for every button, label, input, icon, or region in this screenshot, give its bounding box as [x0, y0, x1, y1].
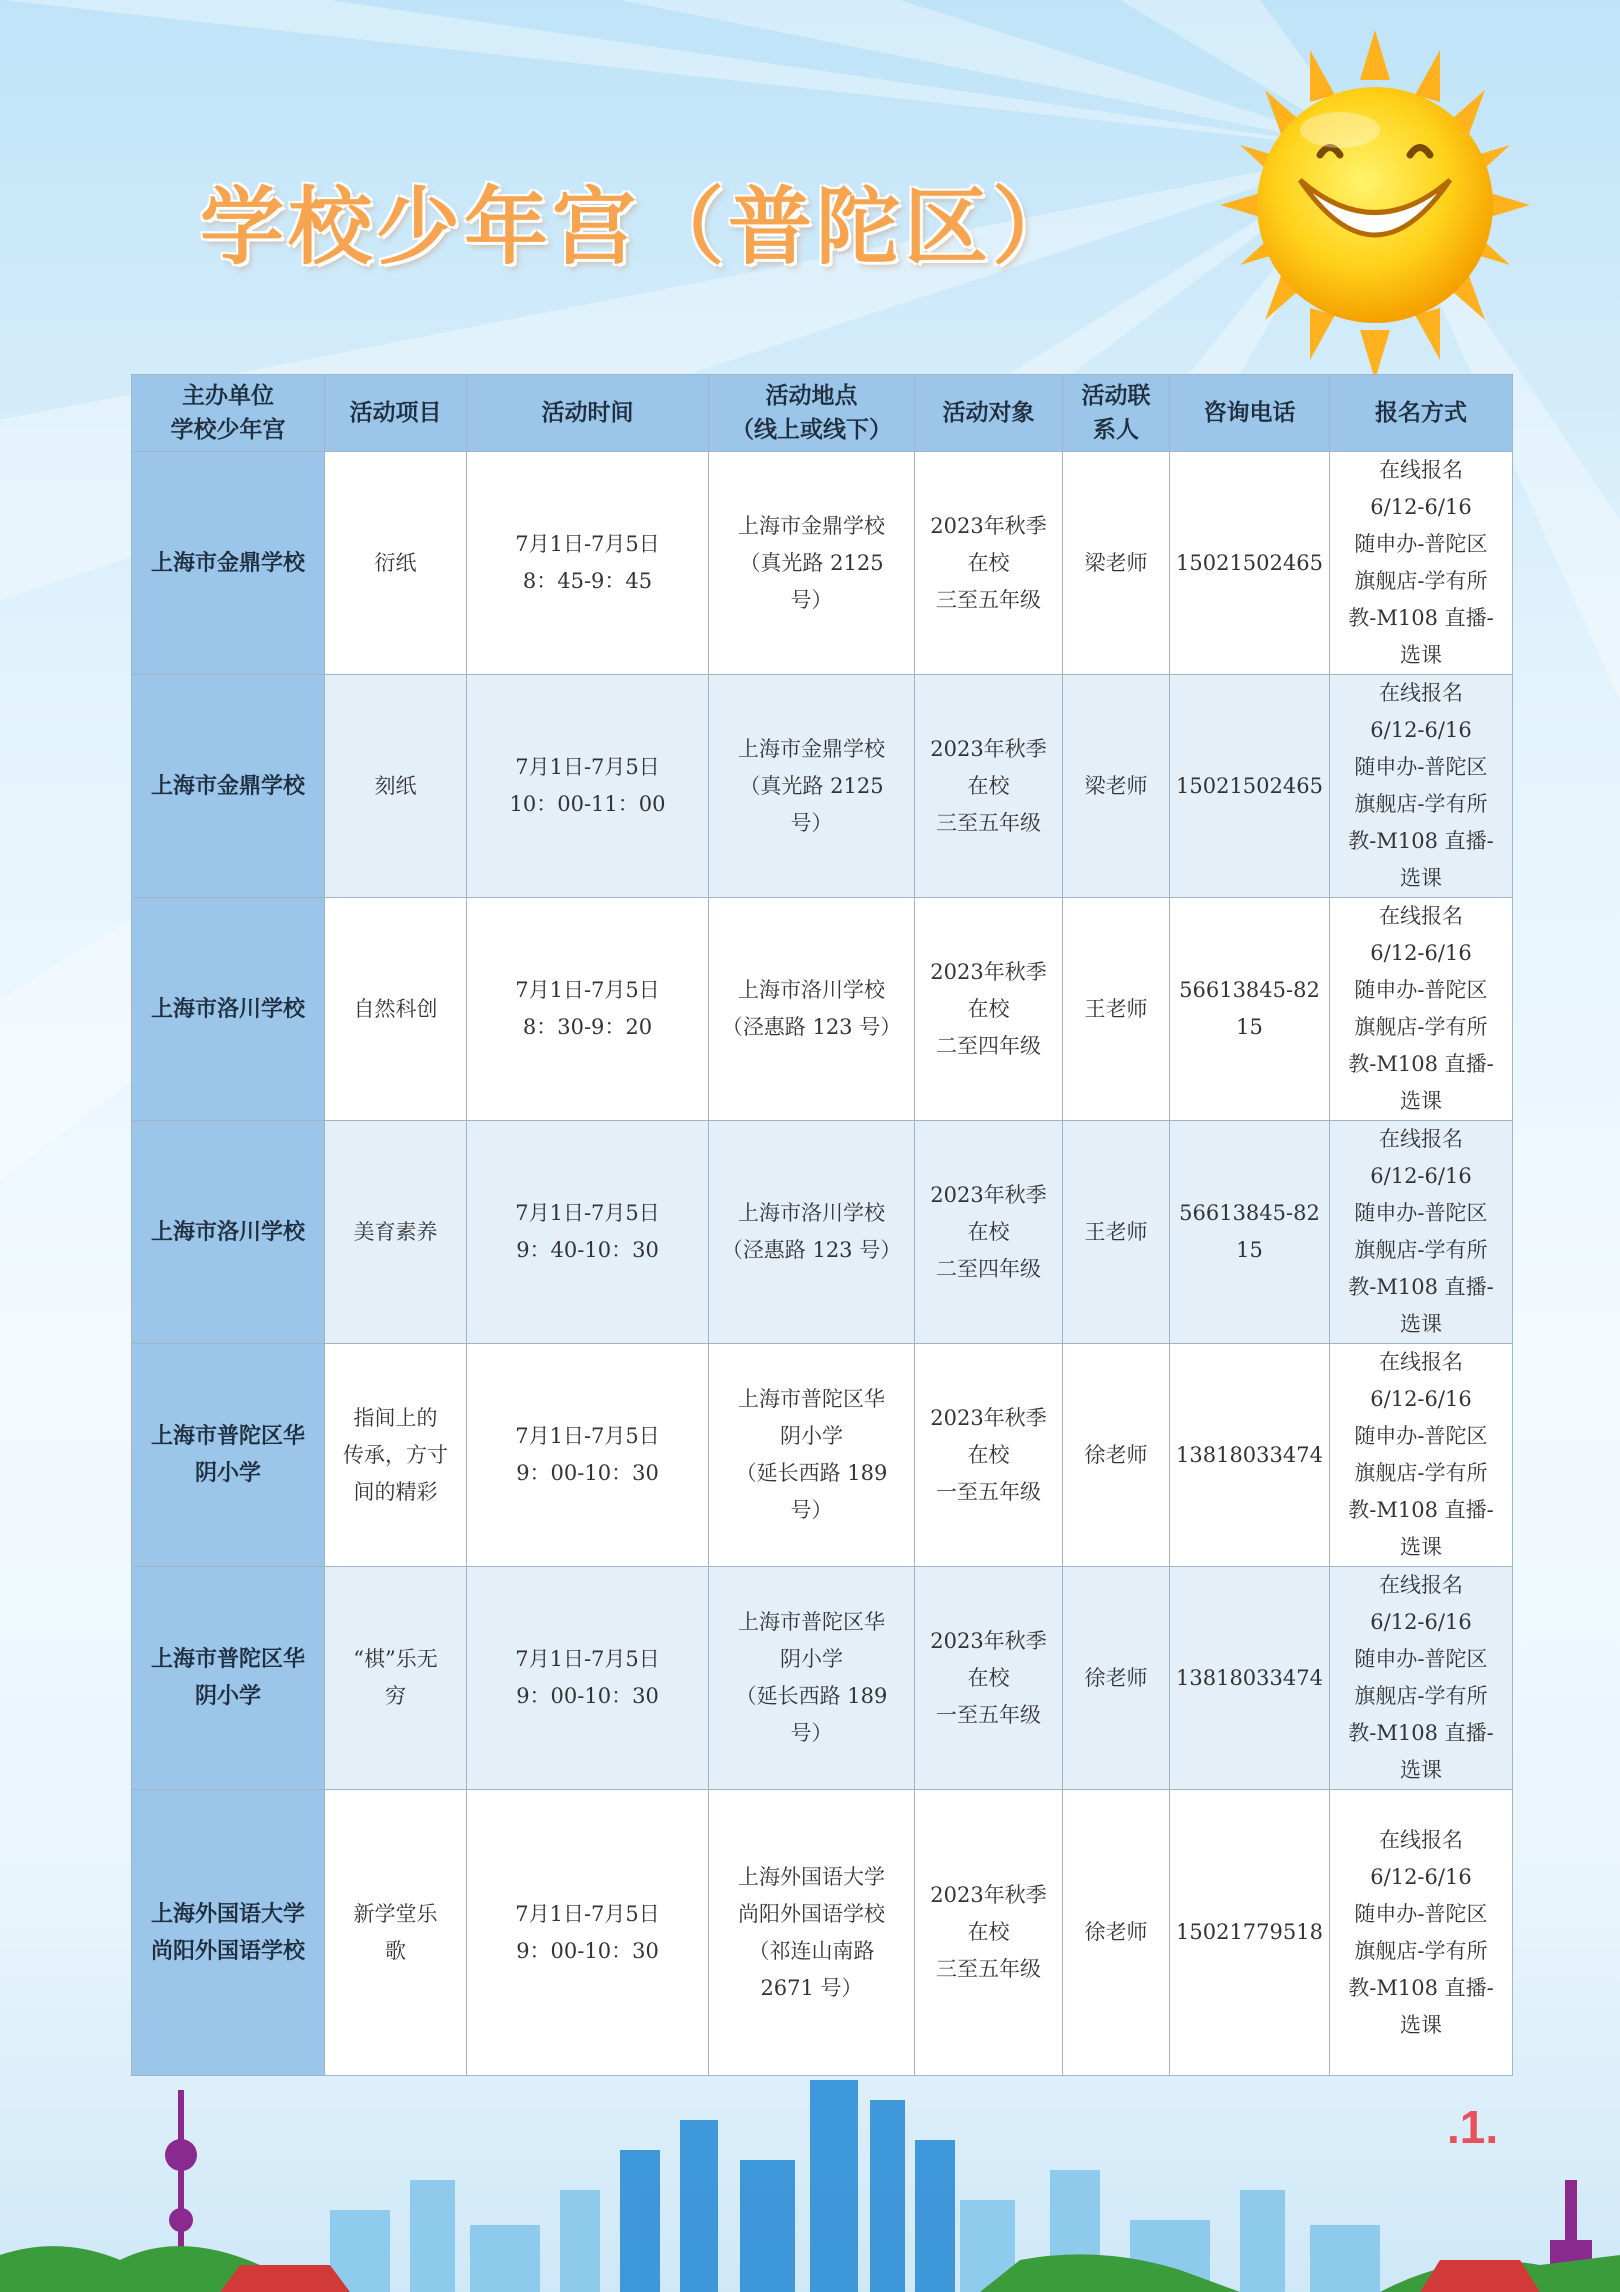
cell-project: 刻纸: [325, 675, 467, 898]
cell-time: 7月1日-7月5日 8：30-9：20: [467, 898, 709, 1121]
page-number: .1.: [1447, 2101, 1499, 2153]
table-header: [132, 375, 1513, 452]
table-row: [132, 1790, 1513, 2076]
cell-project: 指间上的 传承，方寸 间的精彩: [325, 1344, 467, 1567]
cell-contact: 徐老师: [1063, 1790, 1170, 2076]
cell-time: 7月1日-7月5日 9：40-10：30: [467, 1121, 709, 1344]
header-target: 活动对象: [915, 375, 1063, 452]
cell-signup: 在线报名 6/12-6/16 随申办-普陀区 旗舰店-学有所 教-M108 直播- 选课: [1329, 1567, 1512, 1790]
header-signup: 报名方式: [1329, 375, 1512, 452]
header-project: 活动项目: [325, 375, 467, 452]
header-time: 活动时间: [467, 375, 709, 452]
cell-place: 上海市金鼎学校 （真光路 2125 号）: [709, 452, 915, 675]
cell-target: 2023年秋季 在校 一至五年级: [915, 1567, 1063, 1790]
smiling-sun-icon: [1180, 30, 1570, 380]
activity-table: [131, 374, 1513, 2076]
cell-place: 上海市金鼎学校 （真光路 2125 号）: [709, 675, 915, 898]
table-row: [132, 452, 1513, 675]
cell-contact: 王老师: [1063, 898, 1170, 1121]
cell-project: “棋”乐无 穷: [325, 1567, 467, 1790]
cell-phone: 15021502465: [1170, 675, 1330, 898]
table-body: [132, 452, 1513, 2076]
cell-organizer: 上海市金鼎学校: [132, 675, 325, 898]
table-row: [132, 898, 1513, 1121]
cell-organizer: 上海外国语大学 尚阳外国语学校: [132, 1790, 325, 2076]
table-row: [132, 1121, 1513, 1344]
cell-organizer: 上海市普陀区华 阴小学: [132, 1344, 325, 1567]
cell-phone: 15021779518: [1170, 1790, 1330, 2076]
cell-time: 7月1日-7月5日 10：00-11：00: [467, 675, 709, 898]
cell-project: 自然科创: [325, 898, 467, 1121]
cell-target: 2023年秋季 在校 三至五年级: [915, 452, 1063, 675]
header-contact: 活动联 系人: [1063, 375, 1170, 452]
cell-contact: 徐老师: [1063, 1567, 1170, 1790]
header-row: [132, 375, 1513, 452]
header-organizer: 主办单位 学校少年宫: [132, 375, 325, 452]
cell-phone: 13818033474: [1170, 1344, 1330, 1567]
cell-contact: 梁老师: [1063, 452, 1170, 675]
cell-time: 7月1日-7月5日 9：00-10：30: [467, 1790, 709, 2076]
cell-time: 7月1日-7月5日 8：45-9：45: [467, 452, 709, 675]
cell-signup: 在线报名 6/12-6/16 随申办-普陀区 旗舰店-学有所 教-M108 直播- 选课: [1329, 898, 1512, 1121]
cell-project: 美育素养: [325, 1121, 467, 1344]
cell-place: 上海外国语大学 尚阳外国语学校 （祁连山南路 2671 号）: [709, 1790, 915, 2076]
cell-place: 上海市洛川学校 （泾惠路 123 号）: [709, 1121, 915, 1344]
cell-phone: 13818033474: [1170, 1567, 1330, 1790]
cell-target: 2023年秋季 在校 三至五年级: [915, 1790, 1063, 2076]
table-row: [132, 1567, 1513, 1790]
cell-signup: 在线报名 6/12-6/16 随申办-普陀区 旗舰店-学有所 教-M108 直播- 选课: [1329, 675, 1512, 898]
cell-organizer: 上海市洛川学校: [132, 898, 325, 1121]
cell-contact: 梁老师: [1063, 675, 1170, 898]
cell-signup: 在线报名 6/12-6/16 随申办-普陀区 旗舰店-学有所 教-M108 直播- 选课: [1329, 1121, 1512, 1344]
cell-target: 2023年秋季 在校 二至四年级: [915, 898, 1063, 1121]
table-row: [132, 675, 1513, 898]
cell-project: 新学堂乐 歌: [325, 1790, 467, 2076]
cell-signup: 在线报名 6/12-6/16 随申办-普陀区 旗舰店-学有所 教-M108 直播- 选课: [1329, 1344, 1512, 1567]
cell-contact: 徐老师: [1063, 1344, 1170, 1567]
cell-organizer: 上海市洛川学校: [132, 1121, 325, 1344]
cell-time: 7月1日-7月5日 9：00-10：30: [467, 1344, 709, 1567]
header-place: 活动地点 （线上或线下）: [709, 375, 915, 452]
cell-target: 2023年秋季 在校 一至五年级: [915, 1344, 1063, 1567]
header-phone: 咨询电话: [1170, 375, 1330, 452]
cell-organizer: 上海市金鼎学校: [132, 452, 325, 675]
cell-phone: 56613845-82 15: [1170, 898, 1330, 1121]
cell-target: 2023年秋季 在校 二至四年级: [915, 1121, 1063, 1344]
cell-organizer: 上海市普陀区华 阴小学: [132, 1567, 325, 1790]
cell-signup: 在线报名 6/12-6/16 随申办-普陀区 旗舰店-学有所 教-M108 直播- 选课: [1329, 1790, 1512, 2076]
cell-phone: 15021502465: [1170, 452, 1330, 675]
cell-place: 上海市普陀区华 阴小学 （延长西路 189 号）: [709, 1567, 915, 1790]
shanghai-skyline-icon: [0, 2060, 1620, 2292]
cell-place: 上海市普陀区华 阴小学 （延长西路 189 号）: [709, 1344, 915, 1567]
table-row: [132, 1344, 1513, 1567]
cell-target: 2023年秋季 在校 三至五年级: [915, 675, 1063, 898]
cell-signup: 在线报名 6/12-6/16 随申办-普陀区 旗舰店-学有所 教-M108 直播- 选课: [1329, 452, 1512, 675]
cell-phone: 56613845-82 15: [1170, 1121, 1330, 1344]
cell-time: 7月1日-7月5日 9：00-10：30: [467, 1567, 709, 1790]
cell-place: 上海市洛川学校 （泾惠路 123 号）: [709, 898, 915, 1121]
cell-project: 衍纸: [325, 452, 467, 675]
cell-contact: 王老师: [1063, 1121, 1170, 1344]
page-title: 学校少年宫（普陀区）: [200, 178, 1081, 276]
